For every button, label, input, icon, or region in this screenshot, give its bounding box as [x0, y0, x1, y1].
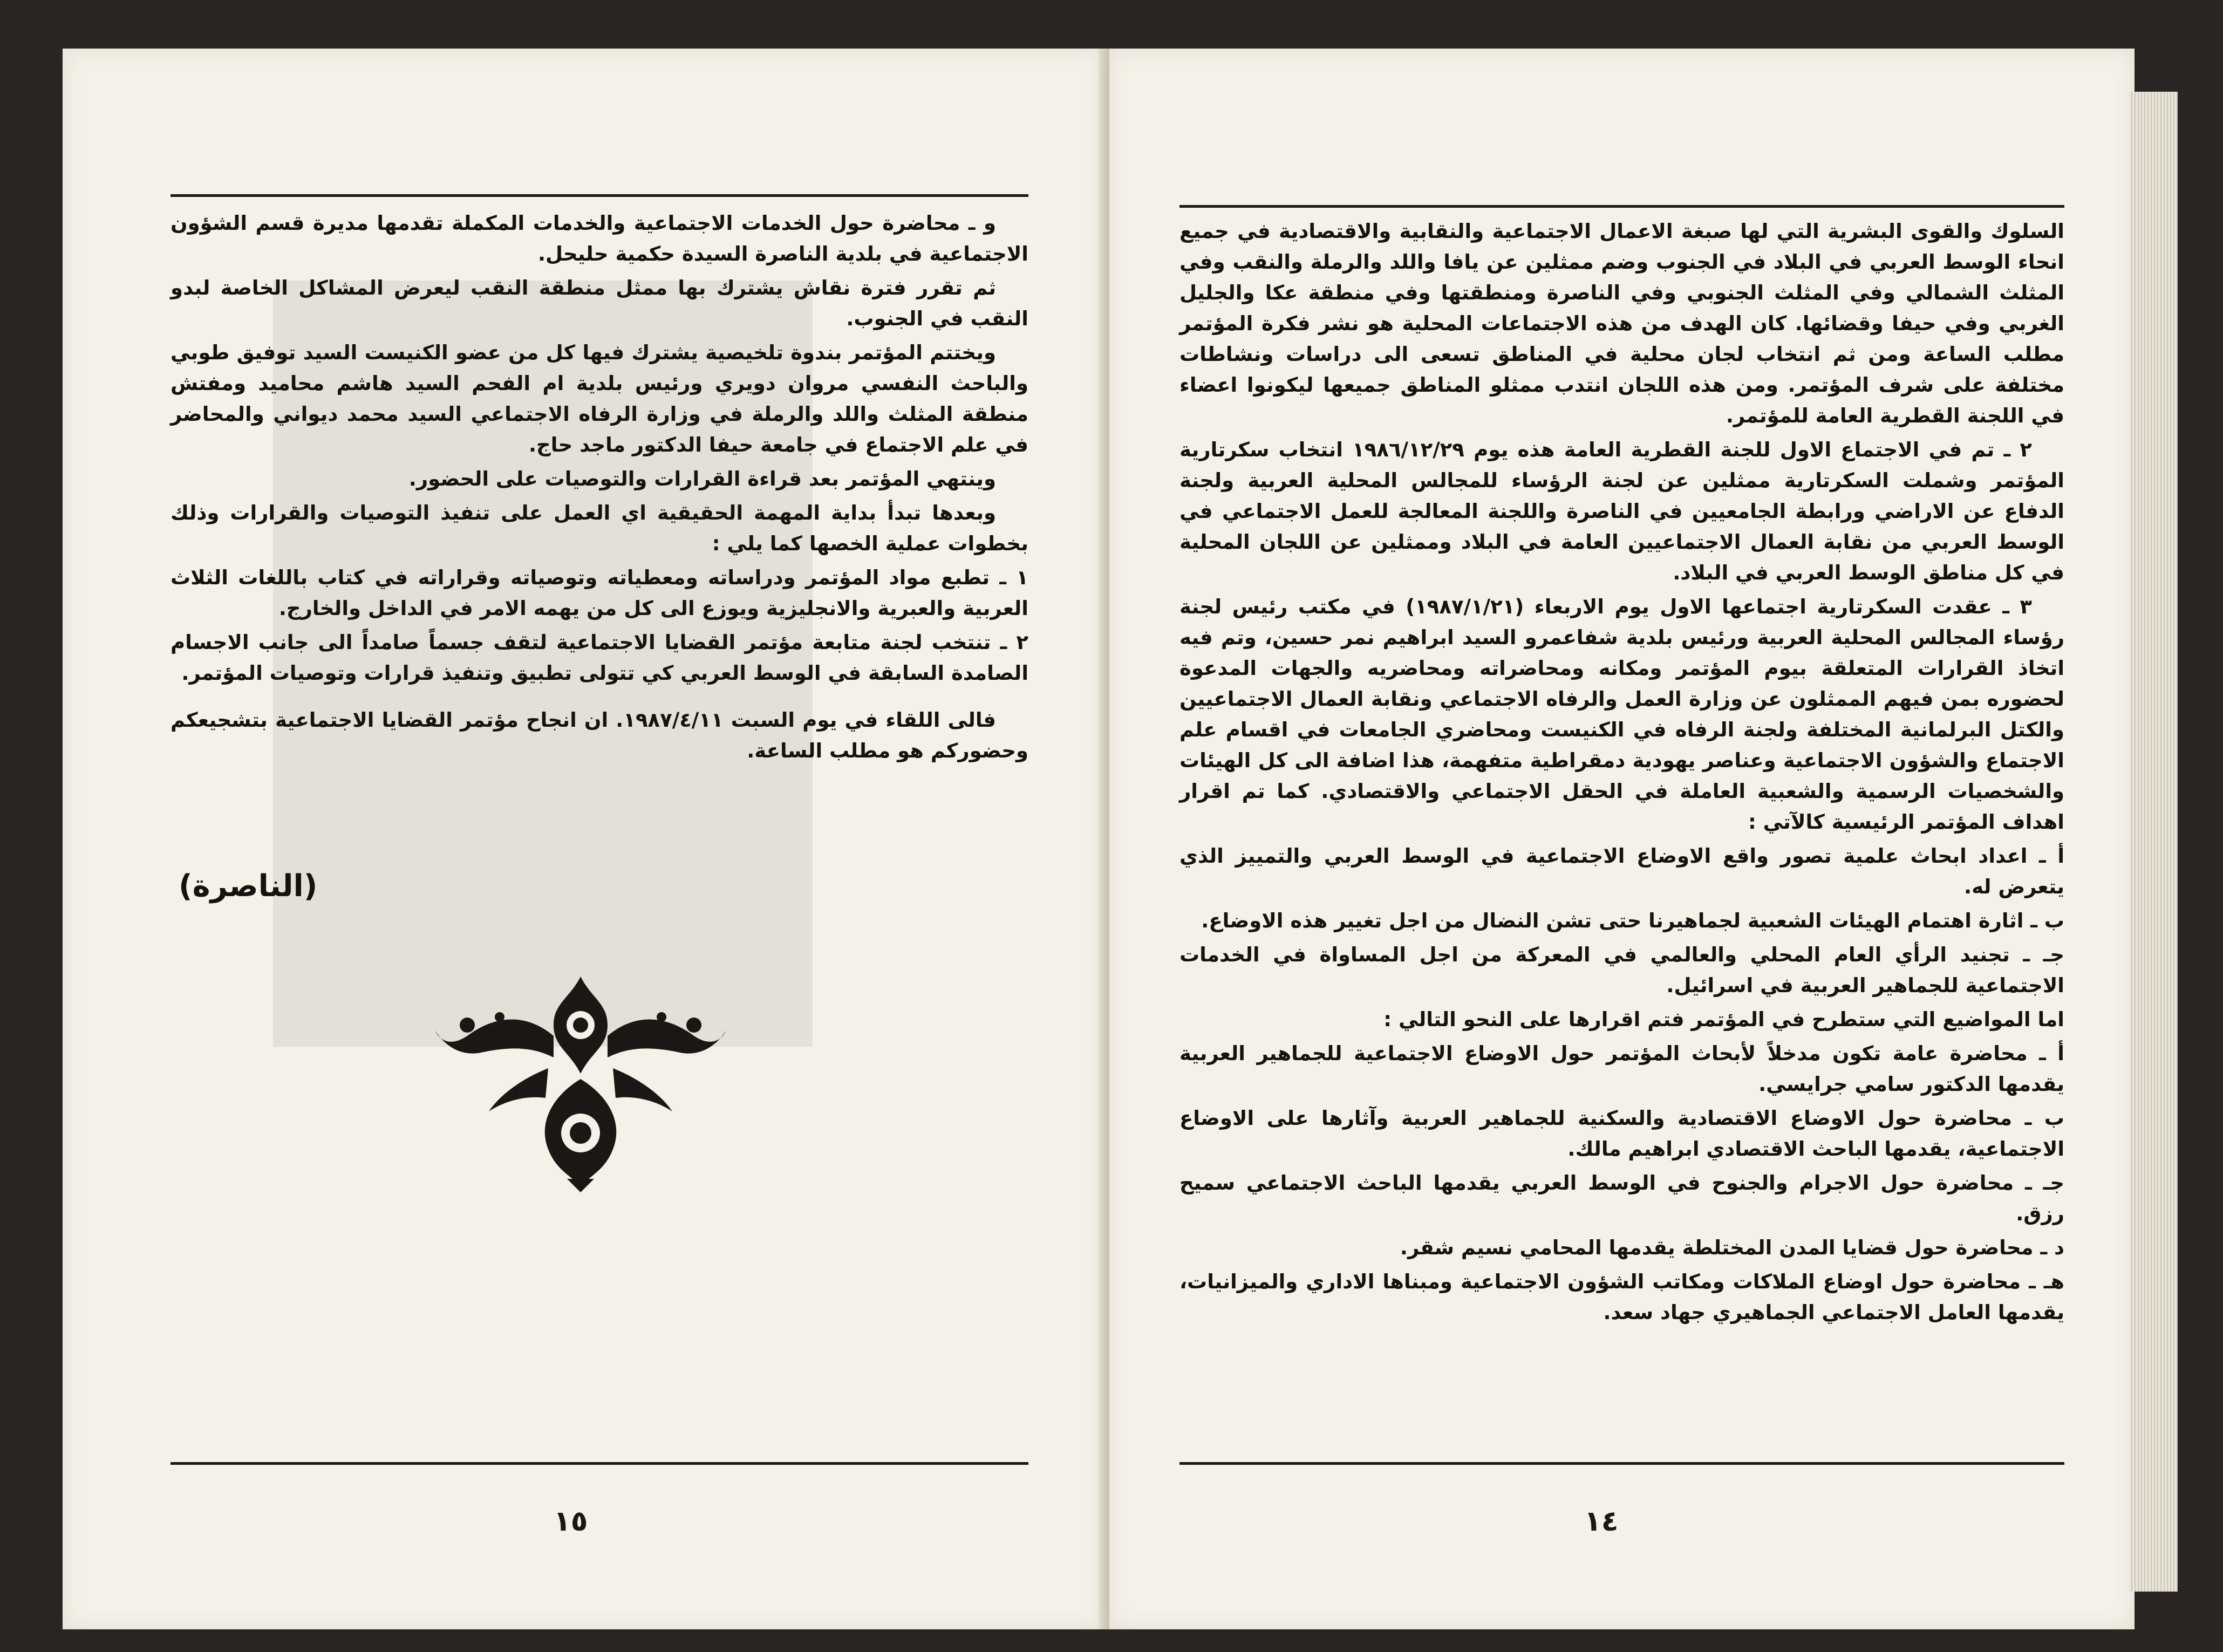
signature-label: (الناصرة) [179, 869, 318, 904]
left-paragraph: وبعدها تبدأ بداية المهمة الحقيقية اي العمل على تنفيذ التوصيات والقرارات وذلك بخطوات عملية الخصها كما يلي : [171, 501, 1028, 555]
left-paragraph: وينتهي المؤتمر بعد قراءة القرارات والتوصيات على الحضور. [408, 467, 996, 490]
book-spread [14, 16, 2194, 1640]
right-paragraph: السلوك والقوى البشرية التي لها صبغة الاعمال الاجتماعية والنقابية والاقتصادية في جميع انحاء الوسط العربي في البلاد في الجنوب وضم ممثلين عن يافا واللد والرملة والنقب وفي المثلث الشمالي وفي المثلث الجنوبي وفي الناصرة ومنطقتها وفي منطقة عكا والجليل الغربي وفي حيفا وقضائها. كان الهدف من هذه الاجتماعات المحلية هو نشر فكرة المؤتمر مطلب الساعة ومن ثم انتخاب لجان محلية في المناطق تسعى الى دراسات ونشاطات مختلفة على شرف المؤتمر. ومن هذه اللجان انتدب ممثلو المناطق جميعها ليكونوا اعضاء في اللجنة القطرية العامة للمؤتمر. [1179, 220, 2064, 427]
bottom-rule [171, 1462, 1028, 1465]
right-list-item: ب ـ محاضرة حول الاوضاع الاقتصادية والسكنية للجماهير العربية وآثارها على الاوضاع الاجتماعية، يقدمها الباحث الاقتصادي ابراهيم مالك. [1179, 1107, 2064, 1161]
right-list-item: أ ـ محاضرة عامة تكون مدخلاً لأبحاث المؤتمر حول الاوضاع الاجتماعية للجماهير العربية يقدمها الدكتور سامي جرايسي. [1179, 1042, 2064, 1096]
right-list-item: ب ـ اثارة اهتمام الهيئات الشعبية لجماهيرنا حتى تشن النضال من اجل تغيير هذه الاوضاع. [1201, 909, 2064, 932]
left-paragraph: ويختتم المؤتمر بندوة تلخيصية يشترك فيها كل من عضو الكنيست السيد توفيق طوبي والباحث النفسي مروان دويري ورئيس بلدية ام الفحم السيد هاشم محاميد ومفتش منطقة المثلث واللد والرملة في وزارة الرفاه الاجتماعي السيد محمد ديواني والمحاضر في علم الاجتماع في جامعة حيفا الدكتور ماجد حاج. [171, 341, 1028, 456]
right-list-item: جـ ـ تجنيد الرأي العام المحلي والعالمي في المعركة من اجل المساواة في الخدمات الاجتماعية للجماهير العربية في اسرائيل. [1179, 943, 2064, 997]
bottom-rule [1179, 1462, 2064, 1465]
left-paragraph: ثم تقرر فترة نقاش يشترك بها ممثل منطقة النقب ليعرض المشاكل الخاصة لبدو النقب في الجنوب. [171, 276, 1028, 330]
page-number: ١٥ [554, 1505, 588, 1538]
left-page-body [171, 208, 1028, 769]
top-rule [171, 194, 1028, 197]
left-list-item: ٢ ـ تنتخب لجنة متابعة مؤتمر القضايا الاجتماعية لتقف جسماً صامداً الى جانب الاجسام الصامدة السابقة في الوسط العربي كي تتولى تطبيق وتنفيذ قرارات وتوصيات المؤتمر. [171, 631, 1028, 685]
right-list-item: أ ـ اعداد ابحاث علمية تصور واقع الاوضاع الاجتماعية في الوسط العربي والتمييز الذي يتعرض له. [1179, 844, 2064, 898]
page-edges [2129, 92, 2178, 1592]
right-paragraph: اما المواضيع التي ستطرح في المؤتمر فتم اقرارها على النحو التالي : [1383, 1008, 2064, 1031]
right-paragraph: ٣ ـ عقدت السكرتارية اجتماعها الاول يوم الاربعاء (١٩٨٧/١/٢١) في مكتب رئيس لجنة رؤساء المجالس المحلية العربية ورئيس بلدية شفاعمرو السيد ابراهيم نمر حسين، وتم فيه اتخاذ القرارات المتعلقة بيوم المؤتمر ومكانه ومحاضراته ومحاضريه والجهات المدعوة لحضوره بمن فيهم الممثلون عن وزارة العمل والرفاه الاجتماعي ونقابة العمال الاجتماعيين والكتل البرلمانية المختلفة ولجنة الرفاه في الكنيست ومحاضري الجامعات في اقسام علم الاجتماع والشؤون الاجتماعية وعناصر يهودية دمقراطية متفهمة، هذا اضافة الى كل الهيئات والشخصيات الرسمية والشعبية العاملة في الحقل الاجتماعي والاقتصادي. كما تم اقرار اهداف المؤتمر الرئيسية كالآتي : [1179, 595, 2064, 834]
right-list-item: جـ ـ محاضرة حول الاجرام والجنوح في الوسط العربي يقدمها الباحث الاجتماعي سميح رزق. [1179, 1171, 2064, 1225]
top-rule [1179, 205, 2064, 208]
right-list-item: هـ ـ محاضرة حول اوضاع الملاكات ومكاتب الشؤون الاجتماعية ومبناها الاداري والميزانيات، يقدمها العامل الاجتماعي الجماهيري جهاد سعد. [1179, 1270, 2064, 1324]
left-paragraph: و ـ محاضرة حول الخدمات الاجتماعية والخدمات المكملة تقدمها مديرة قسم الشؤون الاجتماعية في بلدية الناصرة السيدة حكمية حليحل. [171, 211, 1028, 265]
right-paragraph: ٢ ـ تم في الاجتماع الاول للجنة القطرية العامة هذه يوم ١٩٨٦/١٢/٢٩ انتخاب سكرتارية المؤتمر وشملت السكرتارية ممثلين عن لجنة الرؤساء للمجالس المحلية العربية ولجنة الدفاع عن الاراضي ورابطة الجامعيين في الناصرة واللجنة المعالجة للعمل الاجتماعي في الوسط العربي من نقابة العمال الاجتماعيين العامة في البلاد وممثلين عن اللجان المحلية في كل مناطق الوسط العربي في البلاد. [1179, 438, 2064, 584]
left-closing-paragraph: فالى اللقاء في يوم السبت ١٩٨٧/٤/١١. ان انجاح مؤتمر القضايا الاجتماعية بتشجيعكم وحضوركم هو مطلب الساعة. [171, 708, 1028, 762]
left-page [63, 49, 1104, 1629]
right-page [1109, 49, 2135, 1629]
page-number: ١٤ [1584, 1505, 1619, 1538]
right-page-body [1179, 216, 2064, 1331]
left-list-item: ١ ـ تطبع مواد المؤتمر ودراساته ومعطياته وتوصياته وقراراته في كتاب باللغات الثلاث العربية والعبرية والانجليزية ويوزع الى كل من يهمه الامر في الداخل والخارج. [171, 566, 1028, 620]
arabesque-ornament-icon [429, 966, 732, 1192]
right-list-item: د ـ محاضرة حول قضايا المدن المختلطة يقدمها المحامي نسيم شقر. [1400, 1236, 2064, 1259]
